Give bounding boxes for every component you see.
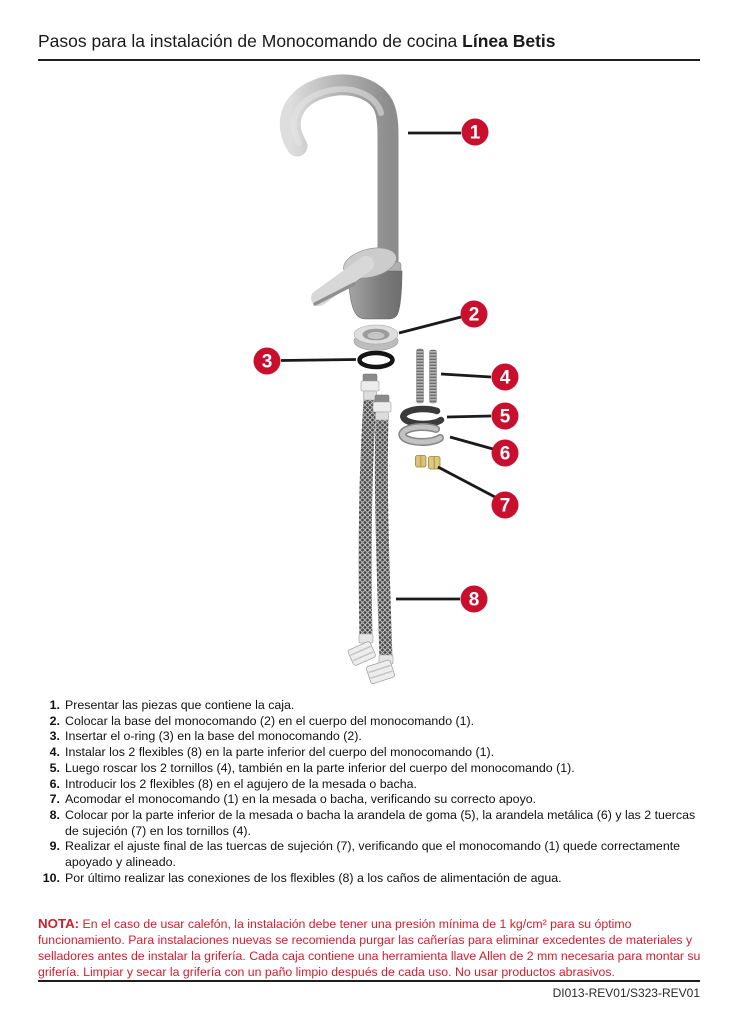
spout-highlight [294, 89, 381, 143]
step-text: Por último realizar las conexiones de los flexibles (8) a los caños de alimentación de agua. [65, 870, 562, 885]
o-ring-part [360, 353, 393, 367]
metal-washer-part [402, 427, 440, 442]
step-text: Luego roscar los 2 tornillos (4), también en la parte inferior del cuerpo del monocomando (1). [65, 760, 575, 775]
svg-text:5: 5 [499, 406, 511, 428]
page-title-regular: Pasos para la instalación de Monocomando de cocina [38, 31, 463, 51]
step-text: Realizar el ajuste final de las tuercas de sujeción (7), verificando que el monocomando (1) quede correctamente apoyado y alineado. [65, 839, 681, 870]
callout-3 [254, 348, 357, 375]
callout-7 [438, 467, 519, 519]
step-item [36, 871, 712, 887]
rubber-washer-part [403, 409, 441, 424]
step-item [36, 698, 712, 714]
callout-6 [450, 437, 519, 467]
svg-text:2: 2 [468, 304, 480, 326]
fastening-nuts-part [416, 456, 441, 470]
callout-4 [441, 364, 519, 391]
step-number: 8. [49, 807, 60, 822]
step-text: Insertar el o-ring (3) en la base del monocomando (2). [65, 729, 362, 744]
threaded-rods-part [417, 349, 437, 403]
step-item [36, 792, 712, 808]
callout-8 [396, 586, 488, 613]
step-item [36, 839, 712, 870]
step-item [36, 714, 712, 730]
faucet-body-part [290, 85, 402, 319]
footer-divider [38, 980, 700, 982]
gooseneck-spout [290, 85, 388, 268]
note-label: NOTA: [38, 916, 80, 932]
svg-text:3: 3 [261, 351, 273, 373]
base-ring-part [354, 325, 398, 351]
document-code: DI013-REV01/S323-REV01 [552, 986, 700, 1000]
step-item [36, 745, 712, 761]
step-text: Acomodar el monocomando (1) en la mesada o bacha, verificando su correcto apoyo. [65, 792, 537, 807]
step-number: 4. [49, 745, 60, 760]
note-paragraph [38, 916, 702, 981]
step-number: 10. [42, 870, 60, 885]
svg-text:6: 6 [499, 443, 511, 465]
step-text: Instalar los 2 flexibles (8) en la parte inferior del cuerpo del monocomando (1). [65, 745, 495, 760]
step-item [36, 761, 712, 777]
step-item [36, 808, 712, 839]
step-text: Presentar las piezas que contiene la caja. [65, 698, 295, 712]
step-text: Colocar por la parte inferior de la mesada o bacha la arandela de goma (5), la arandela metálica (6) y las 2 tuercas de sujeción (7) en los tornillos (4). [65, 807, 696, 838]
step-number: 9. [49, 839, 60, 854]
svg-text:7: 7 [499, 495, 511, 517]
step-number: 7. [49, 792, 60, 807]
step-number: 3. [49, 729, 60, 744]
flexible-hoses-part [347, 374, 395, 684]
installation-steps-list [36, 698, 712, 886]
step-text: Introducir los 2 flexibles (8) en el agujero de la mesada o bacha. [65, 776, 417, 791]
callout-2 [399, 301, 488, 334]
svg-text:1: 1 [469, 122, 481, 144]
svg-text:4: 4 [499, 367, 511, 389]
step-number: 2. [49, 713, 60, 728]
svg-text:8: 8 [468, 589, 480, 611]
step-text: Colocar la base del monocomando (2) en el cuerpo del monocomando (1). [65, 713, 475, 728]
page-title-product: Línea Betis [462, 31, 556, 51]
step-number: 6. [49, 776, 60, 791]
step-number: 5. [49, 760, 60, 775]
callout-5 [447, 403, 519, 430]
step-item [36, 777, 712, 793]
step-number: 1. [49, 698, 60, 712]
callout-1 [408, 119, 489, 146]
note-text: En el caso de usar calefón, la instalación debe tener una presión mínima de 1 kg/cm² para su óptimo funcionamiento. Para instalaciones nuevas se recomienda purgar las cañerías para eliminar excedentes de materiales y selladores antes de instalar la grifería. Cada caja contiene una herramienta llave Allen de 2 mm necesaria para montar su grifería. Limpiar y secar la grifería con un paño limpio después de cada uso. No usar productos abrasivos. [38, 917, 701, 980]
step-item [36, 729, 712, 745]
